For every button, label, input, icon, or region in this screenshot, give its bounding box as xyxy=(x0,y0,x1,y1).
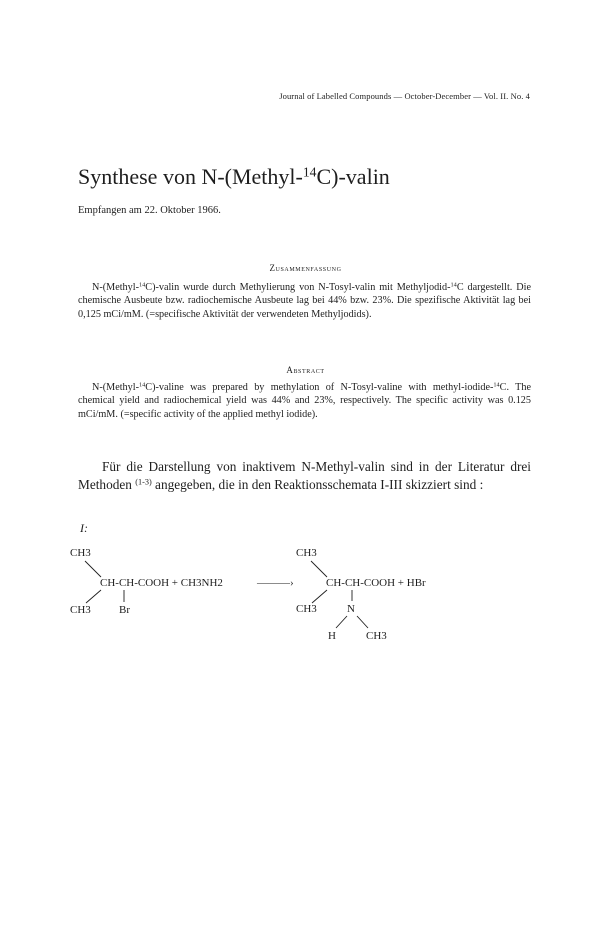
received-date: Empfangen am 22. Oktober 1966. xyxy=(78,205,221,216)
bond-top-left xyxy=(85,561,101,577)
abs-text-2: C)-valine was prepared by methylation of N-Tosyl-valine with methyl-iodide- xyxy=(145,382,494,393)
ch3-top-left: CH3 xyxy=(70,547,91,559)
abs-text-3: C. The chemical yield and radiochemical yield was 44% and 23%, respectively. The specific activity was 0.125 mCi/mM. (=specific activity of the applied methyl iodide). xyxy=(78,382,531,420)
zf-text-3: C dargestellt. Die chemische Ausbeute bzw. radiochemische Ausbeute lag bei 44% bzw. 23%. Die spezifische Aktivität lag bei 0,125 mCi/mM. (=specifische Aktivität der verwendeten Methyljodids). xyxy=(78,282,531,320)
reaction-scheme xyxy=(60,535,560,645)
zusammenfassung-heading: Zusammenfassung xyxy=(269,263,342,273)
body-text-1: Für die Darstellung von inaktivem N-Methyl-valin sind in der Literatur drei Methoden xyxy=(78,459,531,492)
n-label: N xyxy=(347,603,355,615)
title-isotope: 14 xyxy=(302,164,317,180)
title-prefix: Synthese von N-(Methyl- xyxy=(78,164,303,189)
abs-text-1: N-(Methyl- xyxy=(92,382,139,393)
bond-bottom-right xyxy=(312,590,327,603)
zf-isotope-2: 14 xyxy=(450,281,457,289)
ch3-on-n: CH3 xyxy=(366,630,387,642)
body-paragraph xyxy=(78,458,531,494)
zusammenfassung-paragraph xyxy=(78,281,531,321)
title-suffix: C)-valin xyxy=(316,164,390,189)
literature-reference: (1-3) xyxy=(135,477,152,487)
bond-n-ch3 xyxy=(357,616,368,628)
abs-isotope-2: 14 xyxy=(493,381,500,389)
abstract-heading: Abstract xyxy=(286,365,325,375)
zf-isotope-1: 14 xyxy=(138,281,146,289)
reaction-arrow: ———› xyxy=(257,577,294,589)
zf-text-2: C)-valin wurde durch Methylierung von N-Tosyl-valin mit Methyljodid- xyxy=(145,282,451,293)
ch3-bottom-right: CH3 xyxy=(296,603,317,615)
product-chain: CH-CH-COOH + HBr xyxy=(326,577,426,589)
reactant-chain: CH-CH-COOH + CH3NH2 xyxy=(100,577,223,589)
scheme-label: I: xyxy=(80,521,88,535)
body-text-2: angegeben, die in den Reaktionsschemata I-III skizziert sind : xyxy=(151,477,484,492)
running-head: Journal of Labelled Compounds — October-December — Vol. II. No. 4 xyxy=(279,91,530,101)
article-title xyxy=(78,164,390,190)
abstract-paragraph xyxy=(78,381,531,421)
br-label: Br xyxy=(119,604,130,616)
zf-text-1: N-(Methyl- xyxy=(92,282,139,293)
ch3-bottom-left: CH3 xyxy=(70,604,91,616)
bond-bottom-left xyxy=(86,590,101,603)
abs-isotope-1: 14 xyxy=(138,381,146,389)
bond-n-h xyxy=(336,616,347,628)
ch3-top-right: CH3 xyxy=(296,547,317,559)
h-label: H xyxy=(328,630,336,642)
bond-top-right xyxy=(311,561,327,577)
